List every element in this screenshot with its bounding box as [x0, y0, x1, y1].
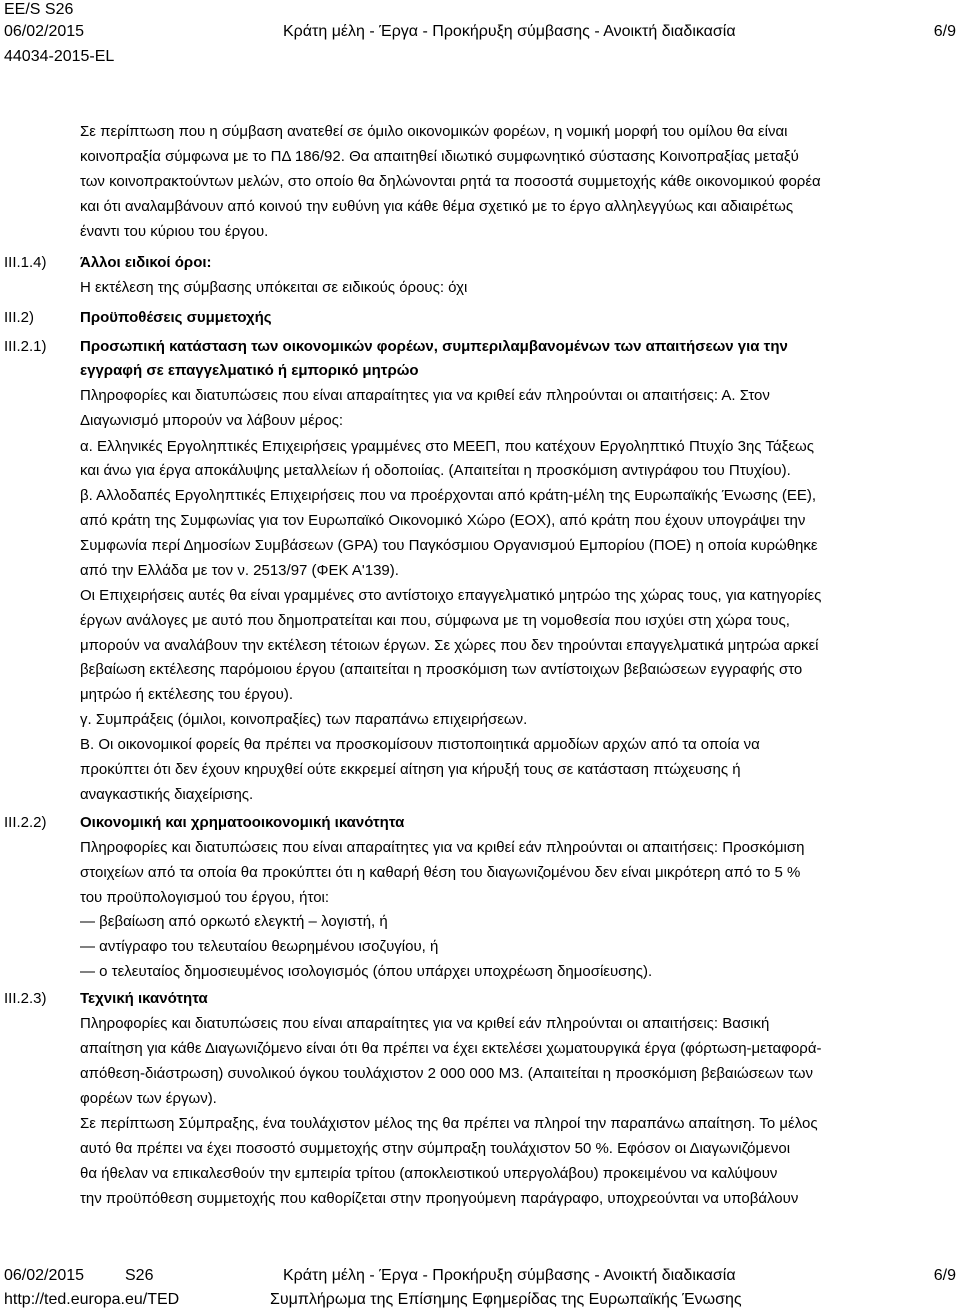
- body-line: Πληροφορίες και διατυπώσεις που είναι απαραίτητες για να κριθεί εάν πληρούνται οι απαιτήσεις: Προσκόμιση: [80, 839, 805, 856]
- body-line: Πληροφορίες και διατυπώσεις που είναι απαραίτητες για να κριθεί εάν πληρούνται οι απαιτήσεις: Βασική: [80, 1015, 770, 1032]
- body-line: β. Αλλοδαπές Εργοληπτικές Επιχειρήσεις που να προέρχονται από κράτη-μέλη της Ευρωπαϊκής Ένωσης (ΕΕ),: [80, 487, 817, 504]
- footer-page-number: 6/9: [933, 1267, 956, 1284]
- notice-id: 44034-2015-EL: [4, 48, 115, 65]
- body-line: Οι Επιχειρήσεις αυτές θα είναι γραμμένες στο αντίστοιχο επαγγελματικό μητρώο της χώρας τους, για κατηγορίες: [80, 587, 822, 604]
- economic-capacity-heading: Οικονομική και χρηματοοικονομική ικανότητα: [80, 814, 405, 831]
- header-title: Κράτη μέλη - Έργα - Προκήρυξη σύμβασης - Ανοικτή διαδικασία: [283, 23, 736, 40]
- list-item: — βεβαίωση από ορκωτό ελεγκτή – λογιστή, ή: [80, 913, 388, 930]
- body-line: α. Ελληνικές Εργοληπτικές Επιχειρήσεις γραμμένες στο ΜΕΕΠ, που κατέχουν Εργοληπτικό Πτυχίο 3ης Τάξεως: [80, 438, 814, 455]
- body-line: θα ήθελαν να επικαλεσθούν την εμπειρία τρίτου (αποκλειστικού υπεργολάβου) προκειμένου να καλύψουν: [80, 1165, 778, 1182]
- section-label-3-2: III.2): [4, 309, 35, 326]
- body-line: Πληροφορίες και διατυπώσεις που είναι απαραίτητες για να κριθεί εάν πληρούνται οι απαιτήσεις: Α. Στον: [80, 387, 770, 404]
- body-line: αυτό θα πρέπει να έχει ποσοστό συμμετοχής στην σύμπραξη τουλάχιστον 50 %. Εφόσον οι Διαγωνιζόμενοι: [80, 1140, 791, 1157]
- body-line: Η εκτέλεση της σύμβασης υπόκειται σε ειδικούς όρους: όχι: [80, 279, 468, 296]
- body-line: έργων ανάλογες με αυτό που δημοπρατείται και που, σύμφωνα με τη νομοθεσία που ισχύει στη χώρα τους,: [80, 612, 790, 629]
- body-line: μπορούν να αναλάβουν την εκτέλεση τέτοιων έργων. Σε χώρες που δεν τηρούνται επαγγελματικά μητρώα αρκεί: [80, 637, 819, 654]
- section-label-3-2-2: III.2.2): [4, 814, 47, 831]
- body-line: Σε περίπτωση που η σύμβαση ανατεθεί σε όμιλο οικονομικών φορέων, η νομική μορφή του ομίλου θα είναι: [80, 123, 788, 140]
- section-label-3-2-3: III.2.3): [4, 990, 47, 1007]
- body-line: απόθεση-διάστρωση) συνολικού όγκου τουλάχιστον 2 000 000 Μ3. (Απαιτείται η προσκόμιση βεβαιώσεων των: [80, 1065, 814, 1082]
- body-line: από την Ελλάδα με τον ν. 2513/97 (ΦΕΚ Α'139).: [80, 562, 399, 579]
- doc-code: EE/S S26: [4, 1, 74, 18]
- header-date: 06/02/2015: [4, 23, 85, 40]
- body-line: την προϋπόθεση συμμετοχής που καθορίζεται στην προηγούμενη παράγραφο, υποχρεούνται να υποβάλουν: [80, 1190, 799, 1207]
- personal-situation-heading: Προσωπική κατάσταση των οικονομικών φορέων, συμπεριλαμβανομένων των απαιτήσεων για την: [80, 338, 788, 355]
- footer-url[interactable]: http://ted.europa.eu/TED: [4, 1291, 180, 1308]
- body-line: έναντι του κύριου του έργου.: [80, 223, 269, 240]
- body-line: από κράτη της Συμφωνίας για τον Ευρωπαϊκό Οικονομικό Χώρο (ΕΟΧ), από κράτη που έχουν υπογράψει την: [80, 512, 806, 529]
- section-label-3-1-4: III.1.4): [4, 254, 47, 271]
- body-line: και άνω για έργα αποκάλυψης μεταλλείων ή οδοποιίας. (Απαιτείται η προσκόμιση αντιγράφου του Πτυχίου).: [80, 462, 791, 479]
- list-item: — αντίγραφο του τελευταίου θεωρημένου ισοζυγίου, ή: [80, 938, 439, 955]
- body-line: και ότι αναλαμβάνουν από κοινού την ευθύνη για κάθε θέμα σχετικό με το έργο αλληλεγγύως και αδιαιρέτως: [80, 198, 794, 215]
- body-line: Συμφωνία περί Δημοσίων Συμβάσεων (GPA) του Παγκόσμιου Οργανισμού Εμπορίου (ΠΟΕ) η οποία κυρώθηκε: [80, 537, 818, 554]
- body-line: κοινοπραξία σύμφωνα με το ΠΔ 186/92. Θα απαιτηθεί ιδιωτικό συμφωνητικό σύστασης Κοινοπραξίας μεταξύ: [80, 148, 799, 165]
- body-line: γ. Συμπράξεις (όμιλοι, κοινοπραξίες) των παραπάνω επιχειρήσεων.: [80, 711, 528, 728]
- personal-situation-heading-cont: εγγραφή σε επαγγελματικό ή εμπορικό μητρώο: [80, 362, 419, 379]
- body-line: μητρώο ή εκτέλεσης του έργου).: [80, 686, 294, 703]
- section-label-3-2-1: III.2.1): [4, 338, 47, 355]
- list-item: — ο τελευταίος δημοσιευμένος ισολογισμός (όπου υπάρχει υποχρέωση δημοσίευσης).: [80, 963, 653, 980]
- body-line: Β. Οι οικονομικοί φορείς θα πρέπει να προσκομίσουν πιστοποιητικά αρμοδίων αρχών από τα οποία να: [80, 736, 760, 753]
- body-line: Διαγωνισμό μπορούν να λάβουν μέρος:: [80, 412, 344, 429]
- body-line: απαίτηση για κάθε Διαγωνιζόμενο είναι ότι θα πρέπει να έχει εκτελέσει χωματουργικά έργα (φόρτωση-μεταφορά-: [80, 1040, 822, 1057]
- body-line: φορέων των έργων).: [80, 1090, 217, 1107]
- header-page-number: 6/9: [933, 23, 956, 40]
- other-conditions-heading: Άλλοι ειδικοί όροι:: [80, 254, 212, 271]
- body-line: αναγκαστικής διαχείρισης.: [80, 786, 254, 803]
- footer-date: 06/02/2015: [4, 1267, 85, 1284]
- footer-title: Κράτη μέλη - Έργα - Προκήρυξη σύμβασης - Ανοικτή διαδικασία: [283, 1267, 736, 1284]
- participation-conditions-heading: Προϋποθέσεις συμμετοχής: [80, 309, 272, 326]
- body-line: βεβαίωση εκτέλεσης παρόμοιου έργου (απαιτείται η προσκόμιση των αντίστοιχων βεβαιώσεων εγγραφής στο: [80, 661, 803, 678]
- body-line: των κοινοπρακτούντων μελών, στο οποίο θα δηλώνονται ρητά τα ποσοστά συμμετοχής κάθε οικονομικού φορέα: [80, 173, 821, 190]
- footer-series: S26: [125, 1267, 154, 1284]
- technical-capacity-heading: Τεχνική ικανότητα: [80, 990, 208, 1007]
- body-line: Σε περίπτωση Σύμπραξης, ένα τουλάχιστον μέλος της θα πρέπει να πληροί την παραπάνω απαίτηση. Το μέλος: [80, 1115, 818, 1132]
- footer-supplement: Συμπλήρωμα της Επίσημης Εφημερίδας της Ευρωπαϊκής Ένωσης: [270, 1291, 742, 1308]
- body-line: του προϋπολογισμού του έργου, ήτοι:: [80, 889, 330, 906]
- body-line: προκύπτει ότι δεν έχουν κηρυχθεί ούτε εκκρεμεί αίτηση για κήρυξή τους σε κατάσταση πτώχευσης ή: [80, 761, 741, 778]
- body-line: στοιχείων από τα οποία θα προκύπτει ότι η καθαρή θέση του διαγωνιζομένου δεν είναι μικρότερη από το 5 %: [80, 864, 801, 881]
